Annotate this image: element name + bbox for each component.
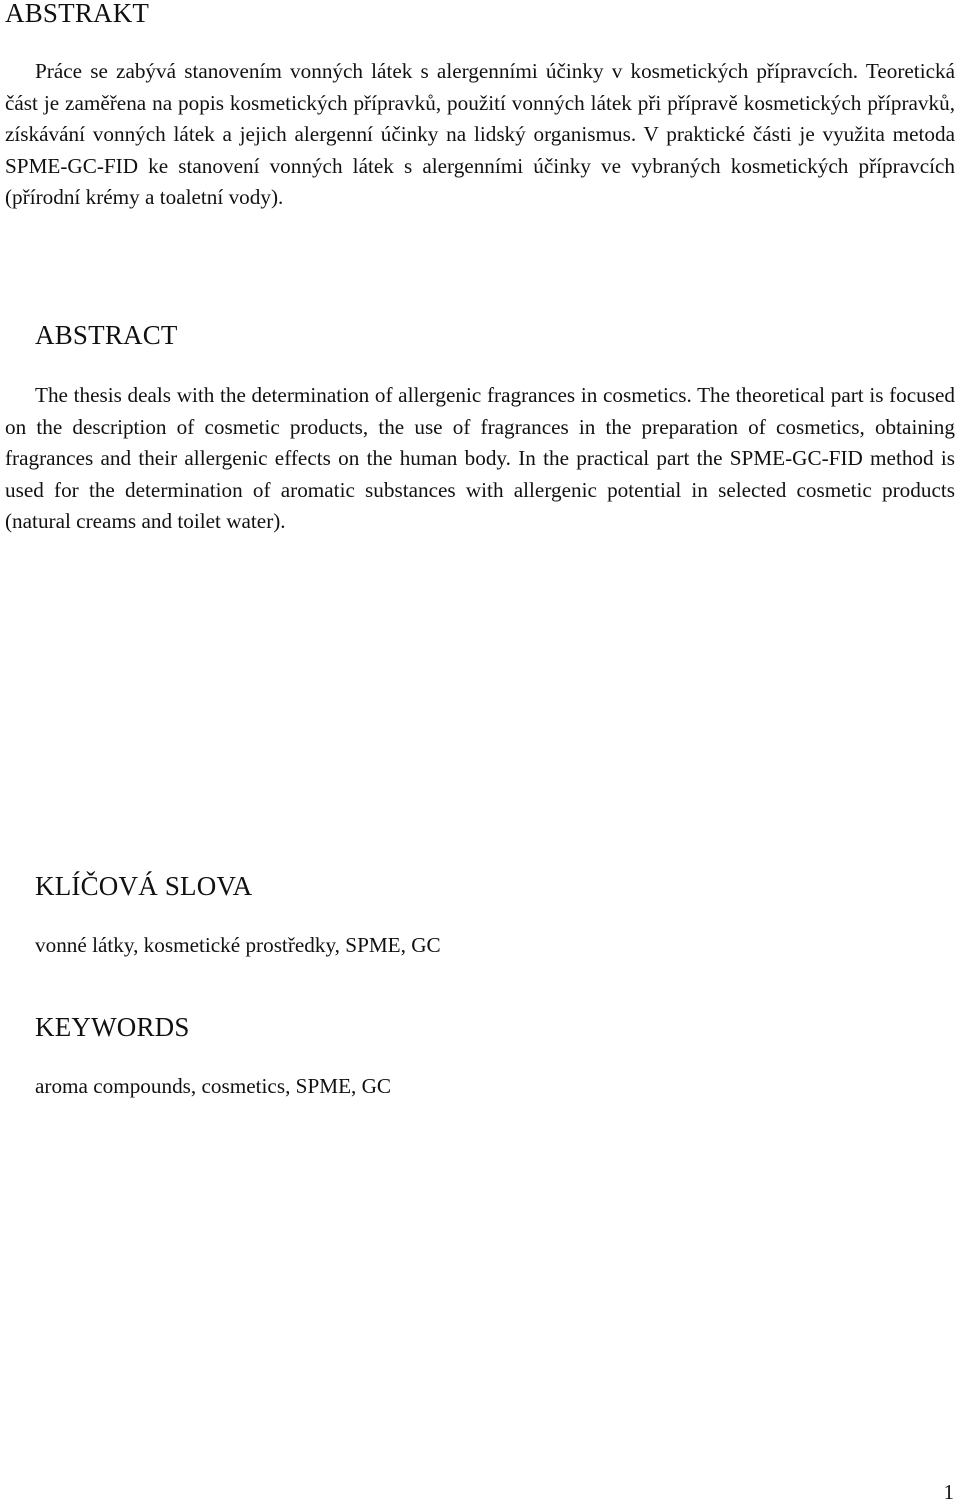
abstrakt-paragraph: Práce se zabývá stanovením vonných látek s alergenními účinky v kosmetických přípravcích. Teoretická část je zaměřena na popis kosmetických přípravků, použití vonných látek při přípravě kosmetických přípravků, získávání vonných látek a jejich alergenní účinky na lidský organismus. V praktické části je využita metoda SPME-GC-FID ke stanovení vonných látek s alergenními účinky ve vybraných kosmetických přípravcích (přírodní krémy a toaletní vody). <box>5 59 955 210</box>
page-number: 1 <box>943 1480 954 1504</box>
keywords-text: aroma compounds, cosmetics, SPME, GC <box>35 1074 392 1098</box>
abstract-heading: ABSTRACT <box>35 320 178 350</box>
klicova-slova-heading: KLÍČOVÁ SLOVA <box>35 871 253 901</box>
abstract-paragraph: The thesis deals with the determination of allergenic fragrances in cosmetics. The theoretical part is focused on the description of cosmetic products, the use of fragrances in the preparation of cosmetics, obtaining fragrances and their allergenic effects on the human body. In the practical part the SPME-GC-FID method is used for the determination of aromatic substances with allergenic potential in selected cosmetic products (natural creams and toilet water). <box>5 383 955 534</box>
klicova-slova-text: vonné látky, kosmetické prostředky, SPME, GC <box>35 933 441 957</box>
abstrakt-heading: ABSTRAKT <box>5 0 150 28</box>
keywords-heading: KEYWORDS <box>35 1012 190 1042</box>
